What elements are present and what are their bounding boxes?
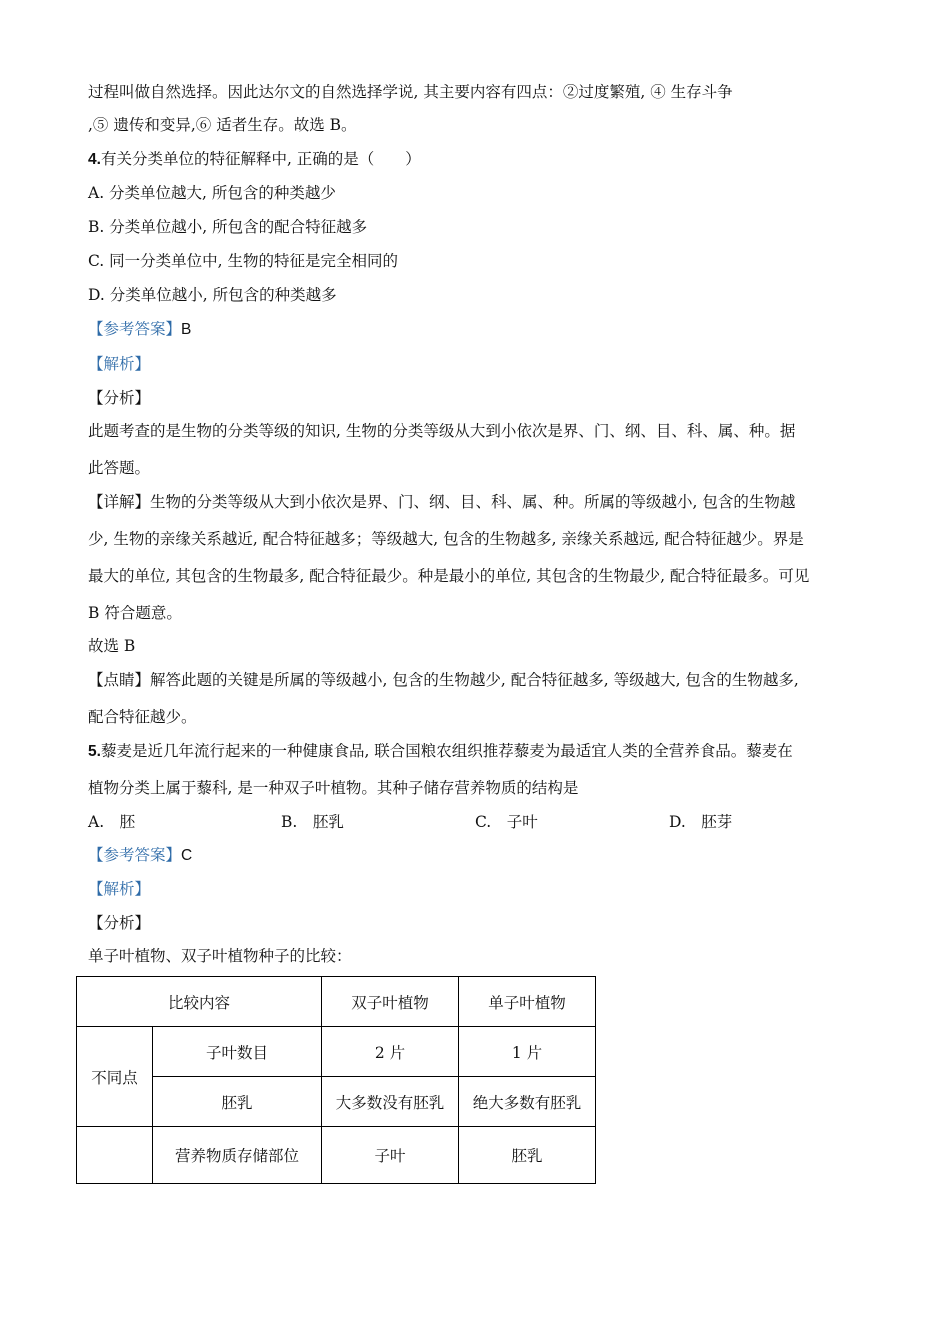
q5-answer — [88, 845, 192, 866]
table-header-cell: 双子叶植物 — [322, 977, 459, 1027]
q4-option-a: A. 分类单位越大, 所包含的种类越少 — [88, 184, 336, 202]
table-cell: 营养物质存储部位 — [153, 1127, 322, 1184]
table-empty-cell — [77, 1127, 153, 1184]
prev-explanation-line-1: 过程叫做自然选择。因此达尔文的自然选择学说, 其主要内容有四点：②过度繁殖, ④ 生存斗争 — [88, 83, 733, 101]
table-cell: 胚乳 — [153, 1077, 322, 1127]
q4-detail-text: 生物的分类等级从大到小依次是界、门、纲、目、科、属、种。所属的等级越小, 包含的生物越 — [150, 493, 796, 511]
table-row — [77, 1027, 596, 1077]
q4-answer-value: B — [181, 321, 192, 338]
q4-detail-line-3: 最大的单位, 其包含的生物最多, 配合特征最少。种是最小的单位, 其包含的生物最少, 配合特征最多。可见 — [88, 567, 810, 585]
q4-detail-label: 【详解】 — [88, 493, 151, 511]
question-4-text: 有关分类单位的特征解释中, 正确的是（ ） — [100, 150, 421, 168]
q5-fenxi-label: 【分析】 — [88, 914, 151, 932]
q4-answer — [88, 319, 191, 340]
q5-answer-label: 【参考答案】 — [88, 846, 182, 864]
q4-dianjing-label: 【点睛】 — [88, 671, 151, 689]
question-4-stem — [88, 149, 421, 170]
table-header-cell: 比较内容 — [77, 977, 322, 1027]
q5-option-d: D. 胚芽 — [669, 813, 733, 831]
table-header-row — [77, 977, 596, 1027]
table-group-cell: 不同点 — [77, 1027, 153, 1127]
q4-detail-line-2: 少, 生物的亲缘关系越近, 配合特征越多；等级越大, 包含的生物越多, 亲缘关系越远, 配合特征越少。界是 — [88, 530, 804, 548]
q4-dianjing-line-2: 配合特征越少。 — [88, 708, 197, 726]
table-cell: 大多数没有胚乳 — [322, 1077, 459, 1127]
table-cell: 1 片 — [459, 1027, 596, 1077]
table-cell: 子叶 — [322, 1127, 459, 1184]
q4-conclusion: 故选 B — [88, 637, 136, 655]
prev-explanation-line-2: ,⑤ 遗传和变异,⑥ 适者生存。故选 B。 — [88, 116, 357, 134]
q5-option-a: A. 胚 — [88, 813, 136, 831]
question-5-text: 藜麦是近几年流行起来的一种健康食品, 联合国粮农组织推荐藜麦为最适宜人类的全营养食品。藜麦在 — [100, 742, 793, 760]
table-cell: 绝大多数有胚乳 — [459, 1077, 596, 1127]
table-cell: 子叶数目 — [153, 1027, 322, 1077]
question-4-number: 4. — [88, 151, 101, 168]
question-5-number: 5. — [88, 743, 101, 760]
q5-jiexi-label: 【解析】 — [88, 880, 151, 898]
q5-option-b: B. 胚乳 — [281, 813, 344, 831]
q5-option-c: C. 子叶 — [475, 813, 538, 831]
q4-detail-line-4: B 符合题意。 — [88, 604, 182, 622]
q5-answer-value: C — [181, 847, 193, 864]
seed-comparison-table — [76, 976, 596, 1184]
q4-dianjing-line-1 — [88, 670, 799, 690]
q4-fenxi-line-2: 此答题。 — [88, 459, 151, 477]
q4-dianjing-text: 解答此题的关键是所属的等级越小, 包含的生物越少, 配合特征越多, 等级越大, 包含的生物越多, — [150, 671, 799, 689]
q4-fenxi-label: 【分析】 — [88, 389, 151, 407]
q4-fenxi-line-1: 此题考查的是生物的分类等级的知识, 生物的分类等级从大到小依次是界、门、纲、目、科、属、种。据 — [88, 422, 796, 440]
table-cell: 胚乳 — [459, 1127, 596, 1184]
q4-option-b: B. 分类单位越小, 所包含的配合特征越多 — [88, 218, 368, 236]
q4-jiexi-label: 【解析】 — [88, 355, 151, 373]
q4-answer-label: 【参考答案】 — [88, 320, 182, 338]
table-cell: 2 片 — [322, 1027, 459, 1077]
question-5-stem-line-2: 植物分类上属于藜科, 是一种双子叶植物。其种子储存营养物质的结构是 — [88, 779, 579, 797]
q4-option-c: C. 同一分类单位中, 生物的特征是完全相同的 — [88, 252, 399, 270]
question-5-stem-line-1 — [88, 741, 793, 762]
table-row — [77, 1077, 596, 1127]
table-row — [77, 1127, 596, 1184]
q4-detail-line-1 — [88, 492, 795, 512]
q5-compare-intro: 单子叶植物、双子叶植物种子的比较： — [88, 947, 352, 965]
table-header-cell: 单子叶植物 — [459, 977, 596, 1027]
q4-option-d: D. 分类单位越小, 所包含的种类越多 — [88, 286, 337, 304]
